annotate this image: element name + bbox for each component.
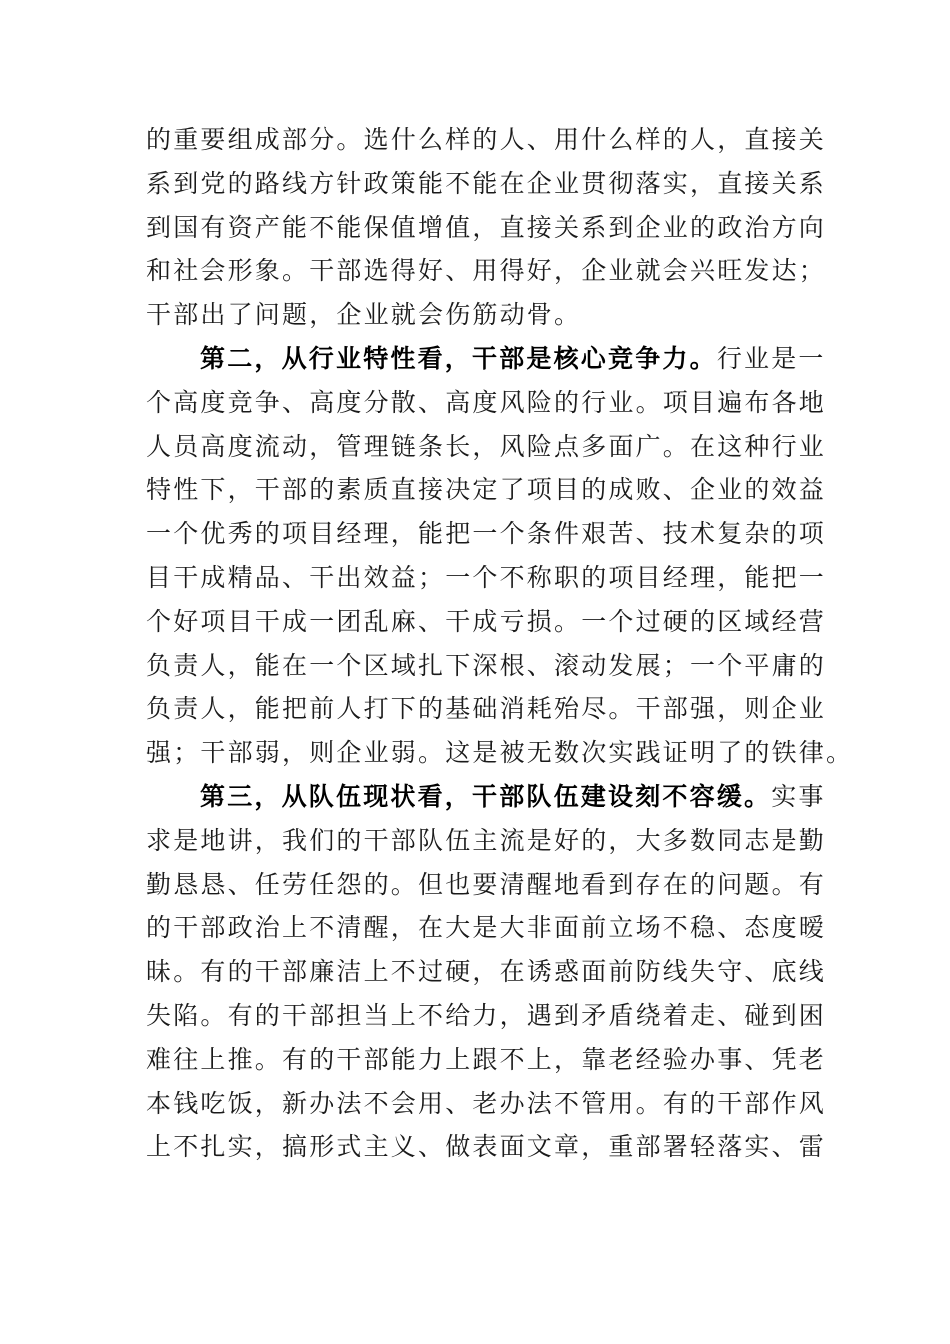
text-line: 人员高度流动，管理链条长，风险点多面广。在这种行业 [146,431,827,461]
section-heading: 第三，从队伍现状看，干部队伍建设刻不容缓。 [200,781,772,811]
text-line: 一个优秀的项目经理，能把一个条件艰苦、技术复杂的项 [146,519,827,549]
paragraph-start-line [146,775,826,819]
text-line: 上不扎实，搞形式主义、做表面文章，重部署轻落实、雷 [146,1132,827,1162]
text-line: 强；干部弱，则企业弱。这是被无数次实践证明了的铁律。 [146,738,854,768]
text-line: 勤恳恳、任劳任怨的。但也要清醒地看到存在的问题。有 [146,869,827,899]
text-line: 负责人，能在一个区域扎下深根、滚动发展；一个平庸的 [146,650,827,680]
text-line: 的干部政治上不清醒，在大是大非面前立场不稳、态度暧 [146,913,827,943]
text-line: 目干成精品、干出效益；一个不称职的项目经理，能把一 [146,562,827,592]
text-line: 负责人，能把前人打下的基础消耗殆尽。干部强，则企业 [146,694,827,724]
section-heading: 第二，从行业特性看，干部是核心竞争力。 [200,343,717,373]
text-line: 系到党的路线方针政策能不能在企业贯彻落实，直接关系 [146,168,827,198]
text-line: 难往上推。有的干部能力上跟不上，靠老经验办事、凭老 [146,1044,827,1074]
text-line: 和社会形象。干部选得好、用得好，企业就会兴旺发达； [146,256,827,286]
text-line: 个高度竞争、高度分散、高度风险的行业。项目遍布各地 [146,387,827,417]
text-line: 昧。有的干部廉洁上不过硬，在诱惑面前防线失守、底线 [146,957,827,987]
text-line: 特性下，干部的素质直接决定了项目的成败、企业的效益 [146,475,827,505]
text-line: 求是地讲，我们的干部队伍主流是好的，大多数同志是勤 [146,825,827,855]
paragraph-start-line [146,337,826,381]
text-line: 的重要组成部分。选什么样的人、用什么样的人，直接关 [146,125,827,154]
text-line: 干部出了问题，企业就会伤筋动骨。 [146,300,582,330]
text-line: 失陷。有的干部担当上不给力，遇到矛盾绕着走、碰到困 [146,1000,827,1030]
text-run: 实事 [771,781,826,811]
text-run: 行业是一 [716,343,826,373]
text-line: 本钱吃饭，新办法不会用、老办法不管用。有的干部作风 [146,1088,827,1118]
text-line: 到国有资产能不能保值增值，直接关系到企业的政治方向 [146,212,827,242]
document-body [146,118,854,1169]
text-line: 个好项目干成一团乱麻、干成亏损。一个过硬的区域经营 [146,606,827,636]
